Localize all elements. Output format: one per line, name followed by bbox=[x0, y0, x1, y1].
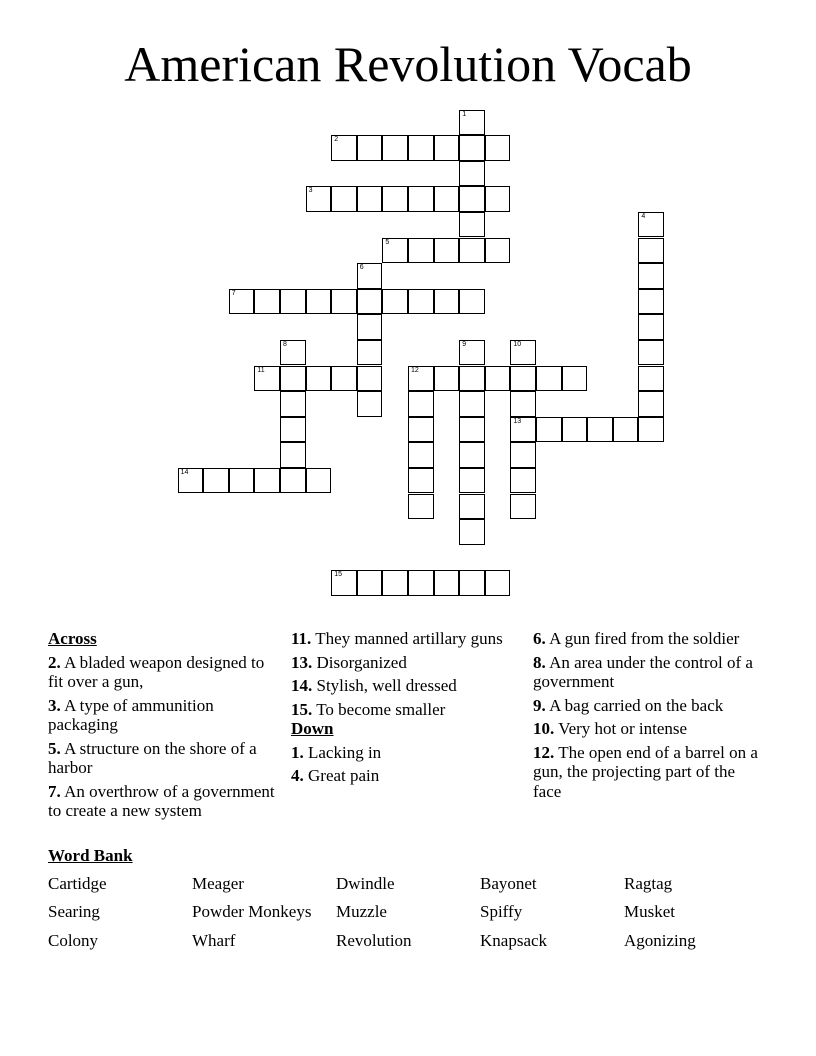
clue-text: They manned artillary guns bbox=[315, 629, 503, 648]
clue-number: 5. bbox=[48, 738, 61, 758]
clue-down-12 bbox=[533, 743, 758, 802]
clue-down-6 bbox=[533, 629, 758, 649]
crossword-cell[interactable] bbox=[331, 186, 357, 212]
clue-down-4 bbox=[291, 766, 516, 786]
crossword-cell[interactable] bbox=[280, 417, 306, 443]
word-bank-item: Powder Monkeys bbox=[192, 902, 312, 921]
clue-number: 13. bbox=[291, 652, 313, 672]
crossword-cell[interactable] bbox=[382, 238, 408, 264]
word-bank-item: Cartidge bbox=[48, 874, 107, 893]
crossword-cell[interactable] bbox=[408, 238, 434, 264]
word-bank-item: Muzzle bbox=[336, 902, 387, 921]
word-bank-item: Revolution bbox=[336, 931, 412, 950]
crossword-cell[interactable] bbox=[280, 442, 306, 468]
crossword-cell[interactable] bbox=[638, 289, 664, 315]
clue-text: Very hot or intense bbox=[558, 719, 688, 738]
cell-number: 1 bbox=[462, 110, 467, 118]
clue-down-10 bbox=[533, 719, 758, 739]
clue-across-15 bbox=[291, 700, 516, 720]
clue-across-13 bbox=[291, 653, 516, 673]
crossword-cell[interactable] bbox=[254, 366, 280, 392]
crossword-cell[interactable] bbox=[459, 417, 485, 443]
crossword-cell[interactable] bbox=[485, 366, 511, 392]
crossword-cell[interactable] bbox=[357, 135, 383, 161]
clue-column-2 bbox=[291, 629, 516, 790]
crossword-cell[interactable] bbox=[434, 289, 460, 315]
crossword-cell[interactable] bbox=[638, 212, 664, 238]
cell-number: 2 bbox=[334, 136, 339, 144]
cell-number: 11 bbox=[257, 366, 265, 374]
clue-number: 11. bbox=[291, 629, 312, 648]
crossword-cell[interactable] bbox=[408, 417, 434, 443]
crossword-cell[interactable] bbox=[382, 135, 408, 161]
clue-number: 9. bbox=[533, 695, 546, 715]
crossword-cell[interactable] bbox=[408, 366, 434, 392]
crossword-cell[interactable] bbox=[382, 289, 408, 315]
crossword-cell[interactable] bbox=[638, 417, 664, 443]
crossword-cell[interactable] bbox=[459, 391, 485, 417]
clue-number: 7. bbox=[48, 781, 61, 801]
clue-number: 4. bbox=[291, 766, 304, 785]
cell-number: 12 bbox=[411, 366, 419, 374]
clue-text: Lacking in bbox=[308, 742, 382, 762]
word-bank-item: Searing bbox=[48, 902, 100, 921]
clue-across-3 bbox=[48, 696, 276, 735]
crossword-cell[interactable] bbox=[357, 391, 383, 417]
word-bank-item: Spiffy bbox=[480, 902, 523, 921]
crossword-cell[interactable] bbox=[382, 186, 408, 212]
crossword-cell[interactable] bbox=[459, 110, 485, 136]
crossword-cell[interactable] bbox=[510, 468, 536, 494]
clue-text: Disorganized bbox=[316, 652, 407, 672]
crossword-cell[interactable] bbox=[357, 289, 383, 315]
clue-down-1 bbox=[291, 743, 516, 763]
crossword-cell[interactable] bbox=[562, 417, 588, 443]
clue-text: An area under the control of a government bbox=[533, 652, 753, 691]
clue-number: 10. bbox=[533, 719, 555, 738]
crossword-cell[interactable] bbox=[510, 494, 536, 520]
crossword-cell[interactable] bbox=[357, 570, 383, 596]
crossword-cell[interactable] bbox=[306, 366, 332, 392]
crossword-cell[interactable] bbox=[280, 289, 306, 315]
clue-across-7 bbox=[48, 782, 276, 821]
crossword-cell[interactable] bbox=[485, 135, 511, 161]
crossword-cell[interactable] bbox=[331, 135, 357, 161]
clue-column-3 bbox=[533, 629, 758, 805]
puzzle-title: American Revolution Vocab bbox=[124, 36, 692, 92]
crossword-cell[interactable] bbox=[408, 135, 434, 161]
cell-number: 14 bbox=[180, 468, 189, 476]
crossword-cell[interactable] bbox=[434, 135, 460, 161]
crossword-cell[interactable] bbox=[178, 468, 204, 494]
crossword-cell[interactable] bbox=[638, 391, 664, 417]
crossword-cell[interactable] bbox=[408, 570, 434, 596]
crossword-cell[interactable] bbox=[434, 366, 460, 392]
crossword-cell[interactable] bbox=[280, 340, 306, 366]
word-bank-item: Bayonet bbox=[480, 874, 537, 893]
crossword-cell[interactable] bbox=[587, 417, 613, 443]
word-bank-item: Musket bbox=[624, 902, 675, 921]
clue-number: 6. bbox=[533, 629, 546, 648]
crossword-cell[interactable] bbox=[562, 366, 588, 392]
crossword-cell[interactable] bbox=[459, 468, 485, 494]
clue-text: The open end of a barrel on a gun, the projecting part of the face bbox=[533, 742, 758, 801]
crossword-cell[interactable] bbox=[510, 340, 536, 366]
crossword-cell[interactable] bbox=[459, 135, 485, 161]
clue-across-5 bbox=[48, 739, 276, 778]
crossword-cell[interactable] bbox=[510, 442, 536, 468]
clue-number: 15. bbox=[291, 699, 313, 719]
crossword-cell[interactable] bbox=[485, 186, 511, 212]
crossword-cell[interactable] bbox=[510, 417, 536, 443]
cell-number: 4 bbox=[641, 212, 646, 220]
crossword-cell[interactable] bbox=[203, 468, 229, 494]
clue-number: 2. bbox=[48, 652, 61, 672]
word-bank-item: Ragtag bbox=[624, 874, 673, 893]
clue-text: A structure on the shore of a harbor bbox=[48, 738, 257, 777]
clue-down-9 bbox=[533, 696, 758, 716]
word-bank-item: Knapsack bbox=[480, 931, 548, 950]
crossword-cell[interactable] bbox=[510, 366, 536, 392]
clue-down-8 bbox=[533, 653, 758, 692]
crossword-cell[interactable] bbox=[459, 161, 485, 187]
crossword-cell[interactable] bbox=[254, 468, 280, 494]
crossword-cell[interactable] bbox=[357, 186, 383, 212]
cell-number: 7 bbox=[231, 289, 236, 297]
crossword-cell[interactable] bbox=[229, 289, 255, 315]
crossword-cell[interactable] bbox=[357, 263, 383, 289]
crossword-cell[interactable] bbox=[536, 417, 562, 443]
clue-text: To become smaller bbox=[316, 699, 446, 719]
crossword-cell[interactable] bbox=[408, 494, 434, 520]
crossword-cell[interactable] bbox=[638, 263, 664, 289]
cell-number: 9 bbox=[462, 340, 467, 348]
clue-text: A gun fired from the soldier bbox=[549, 629, 740, 648]
crossword-cell[interactable] bbox=[306, 468, 332, 494]
crossword-cell[interactable] bbox=[459, 366, 485, 392]
cell-number: 15 bbox=[334, 571, 342, 579]
crossword-cell[interactable] bbox=[434, 570, 460, 596]
crossword-cell[interactable] bbox=[638, 314, 664, 340]
cell-number: 8 bbox=[283, 340, 287, 348]
crossword-cell[interactable] bbox=[229, 468, 255, 494]
crossword-cell[interactable] bbox=[357, 340, 383, 366]
crossword-cell[interactable] bbox=[459, 238, 485, 264]
clue-across-11 bbox=[291, 629, 516, 649]
crossword-cell[interactable] bbox=[434, 186, 460, 212]
crossword-cell[interactable] bbox=[459, 494, 485, 520]
crossword-cell[interactable] bbox=[331, 570, 357, 596]
crossword-cell[interactable] bbox=[459, 570, 485, 596]
cell-number: 13 bbox=[513, 417, 522, 425]
clue-number: 14. bbox=[291, 676, 313, 695]
crossword-cell[interactable] bbox=[434, 238, 460, 264]
crossword-cell[interactable] bbox=[306, 186, 332, 212]
crossword-cell[interactable] bbox=[331, 366, 357, 392]
clue-text: A bag carried on the back bbox=[549, 695, 724, 715]
crossword-cell[interactable] bbox=[357, 366, 383, 392]
crossword-cell[interactable] bbox=[459, 519, 485, 545]
word-bank-item: Meager bbox=[192, 874, 244, 893]
clue-text: A bladed weapon designed to fit over a gun, bbox=[48, 652, 265, 691]
crossword-cell[interactable] bbox=[357, 314, 383, 340]
down-heading: Down bbox=[291, 719, 334, 738]
crossword-cell[interactable] bbox=[408, 468, 434, 494]
clue-number: 3. bbox=[48, 695, 61, 715]
word-bank-item: Dwindle bbox=[336, 874, 395, 893]
crossword-cell[interactable] bbox=[638, 340, 664, 366]
crossword-cell[interactable] bbox=[459, 442, 485, 468]
crossword-cell[interactable] bbox=[459, 289, 485, 315]
crossword-cell[interactable] bbox=[613, 417, 639, 443]
cell-number: 10 bbox=[513, 340, 522, 348]
clue-number: 12. bbox=[533, 742, 555, 762]
clue-number: 1. bbox=[291, 742, 304, 762]
crossword-cell[interactable] bbox=[408, 391, 434, 417]
crossword-cell[interactable] bbox=[408, 442, 434, 468]
crossword-cell[interactable] bbox=[459, 186, 485, 212]
word-bank-item: Colony bbox=[48, 931, 99, 950]
across-heading: Across bbox=[48, 629, 97, 648]
clue-text: Great pain bbox=[308, 766, 380, 785]
crossword-cell[interactable] bbox=[280, 391, 306, 417]
clue-text: An overthrow of a government to create a new system bbox=[48, 781, 275, 820]
cell-number: 5 bbox=[385, 238, 390, 246]
crossword-cell[interactable] bbox=[280, 366, 306, 392]
clue-text: A type of ammunition packaging bbox=[48, 695, 214, 734]
clue-text: Stylish, well dressed bbox=[316, 676, 457, 695]
clue-column-1 bbox=[48, 629, 276, 825]
clue-across-2 bbox=[48, 653, 276, 692]
word-bank-heading: Word Bank bbox=[48, 846, 133, 865]
crossword-cell[interactable] bbox=[510, 391, 536, 417]
crossword-cell[interactable] bbox=[254, 289, 280, 315]
clue-number: 8. bbox=[533, 652, 546, 672]
crossword-cell[interactable] bbox=[638, 366, 664, 392]
crossword-cell[interactable] bbox=[638, 238, 664, 264]
crossword-cell[interactable] bbox=[485, 570, 511, 596]
cell-number: 3 bbox=[308, 187, 313, 195]
crossword-cell[interactable] bbox=[408, 186, 434, 212]
word-bank-item: Wharf bbox=[192, 931, 236, 950]
crossword-cell[interactable] bbox=[459, 340, 485, 366]
crossword-cell[interactable] bbox=[485, 238, 511, 264]
crossword-cell[interactable] bbox=[459, 212, 485, 238]
word-bank-item: Agonizing bbox=[624, 931, 696, 950]
clue-across-14 bbox=[291, 676, 516, 696]
crossword-cell[interactable] bbox=[306, 289, 332, 315]
crossword-cell[interactable] bbox=[536, 366, 562, 392]
crossword-cell[interactable] bbox=[382, 570, 408, 596]
crossword-cell[interactable] bbox=[280, 468, 306, 494]
crossword-cell[interactable] bbox=[408, 289, 434, 315]
crossword-cell[interactable] bbox=[331, 289, 357, 315]
cell-number: 6 bbox=[359, 264, 364, 272]
